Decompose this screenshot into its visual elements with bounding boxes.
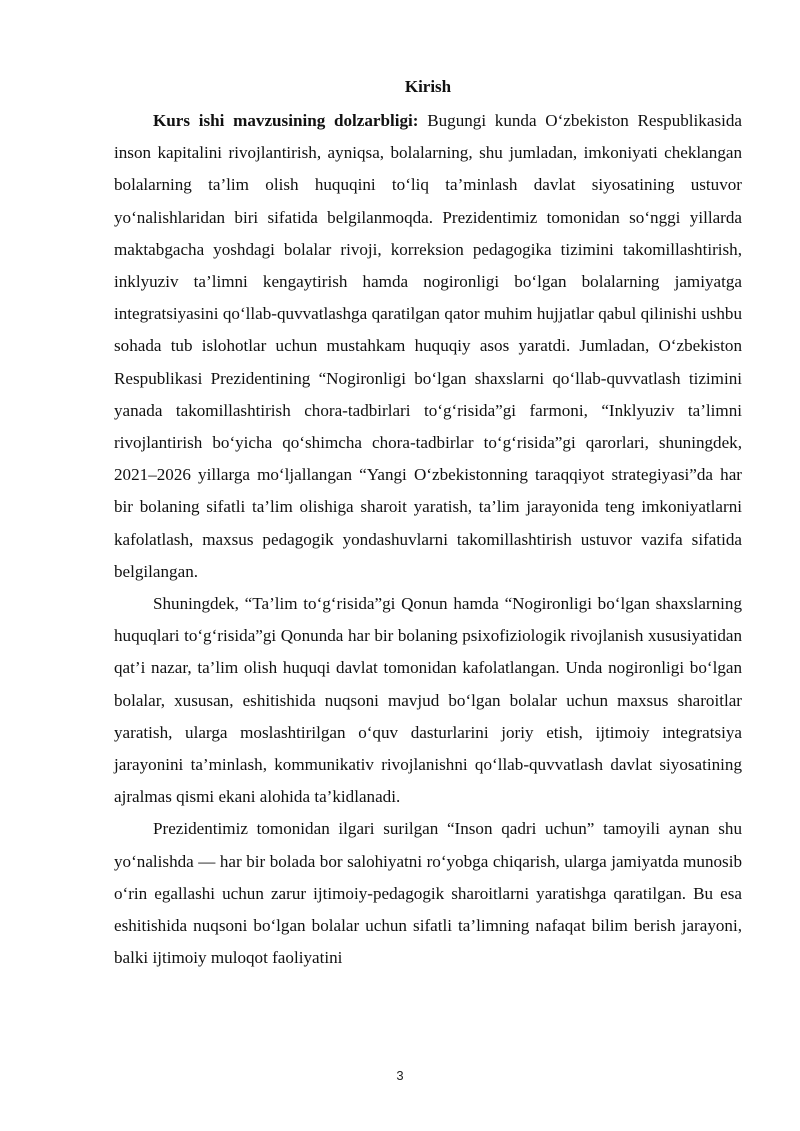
paragraph-text: Prezidentimiz tomonidan ilgari surilgan “Inson qadri uchun” tamoyili aynan shu yo‘nalishda — har bir bolada bor salohiyatni ro‘yobga chiqarish, ularga jamiyatda munosib o‘rin egallashi uchun zarur ijtimoiy-pedagogik sharoitlarni yaratishga qaratilgan. Bu esa eshitishida nuqsoni bo‘lgan bolalar uchun sifatli ta’limning nafaqat bilim berish jarayoni, balki ijtimoiy muloqot faoliyatini bbox=[114, 819, 742, 968]
paragraph-text: Bugungi kunda O‘zbekiston Respublikasida inson kapitalini rivojlantirish, ayniqsa, bolalarning, shu jumladan, imkoniyati cheklangan bolalarning ta’lim olish huquqini to‘liq ta’minlash davlat siyosatining ustuvor yo‘nalishlaridan biri sifatida belgilanmoqda. Prezidentimiz tomonidan so‘nggi yillarda maktabgacha yoshdagi bolalar rivoji, korreksion pedagogika tizimini takomillashtirish, inklyuziv ta’limni kengaytirish hamda nogironligi bo‘lgan bolalarning jamiyatga integratsiyasini qo‘llab-quvvatlashga qaratilgan qator muhim hujjatlar qabul qilinishi ushbu sohada tub islohotlar uchun mustahkam huquqiy asos yaratdi. Jumladan, O‘zbekiston Respublikasi Prezidentining “Nogironligi bo‘lgan shaxslarni qo‘llab-quvvatlash tizimini yanada takomillashtirish chora-tadbirlari to‘g‘risida”gi farmoni, “Inklyuziv ta’limni rivojlantirish bo‘yicha qo‘shimcha chora-tadbirlar to‘g‘risida”gi qarorlari, shuningdek, 2021–2026 yillarga mo‘ljallangan “Yangi O‘zbekistonning taraqqiyot strategiyasi”da har bir bolaning sifatli ta’lim olishiga sharoit yaratish, ta’lim jarayonida teng imkoniyatlarni kafolatlash, maxsus pedagogik yondashuvlarni takomillashtirish ustuvor vazifa sifatida belgilangan. bbox=[114, 111, 742, 581]
document-body bbox=[114, 75, 742, 974]
paragraph-human-dignity bbox=[114, 813, 742, 974]
section-title: Kirish bbox=[404, 77, 452, 96]
page-number: 3 bbox=[396, 1068, 404, 1083]
paragraph-relevance bbox=[114, 105, 742, 588]
paragraph-text: Shuningdek, “Ta’lim to‘g‘risida”gi Qonun hamda “Nogironligi bo‘lgan shaxslarning huquqlari to‘g‘risida”gi Qonunda har bir bolaning psixofiziologik rivojlanish xususiyatidan qat’i nazar, ta’lim olish huquqi davlat tomonidan kafolatlangan. Unda nogironligi bo‘lgan bolalar, xususan, eshitishida nuqsoni mavjud bo‘lgan bolalar uchun maxsus sharoitlar yaratish, ularga moslashtirilgan o‘quv dasturlarini joriy etish, ijtimoiy integratsiya jarayonini ta’minlash, kommunikativ rivojlanishni qo‘llab-quvvatlash davlat siyosatining ajralmas qismi ekani alohida ta’kidlanadi. bbox=[114, 594, 742, 807]
paragraph-legal-framework bbox=[114, 588, 742, 813]
paragraph-lead-bold: Kurs ishi mavzusining dolzarbligi: bbox=[153, 111, 419, 130]
